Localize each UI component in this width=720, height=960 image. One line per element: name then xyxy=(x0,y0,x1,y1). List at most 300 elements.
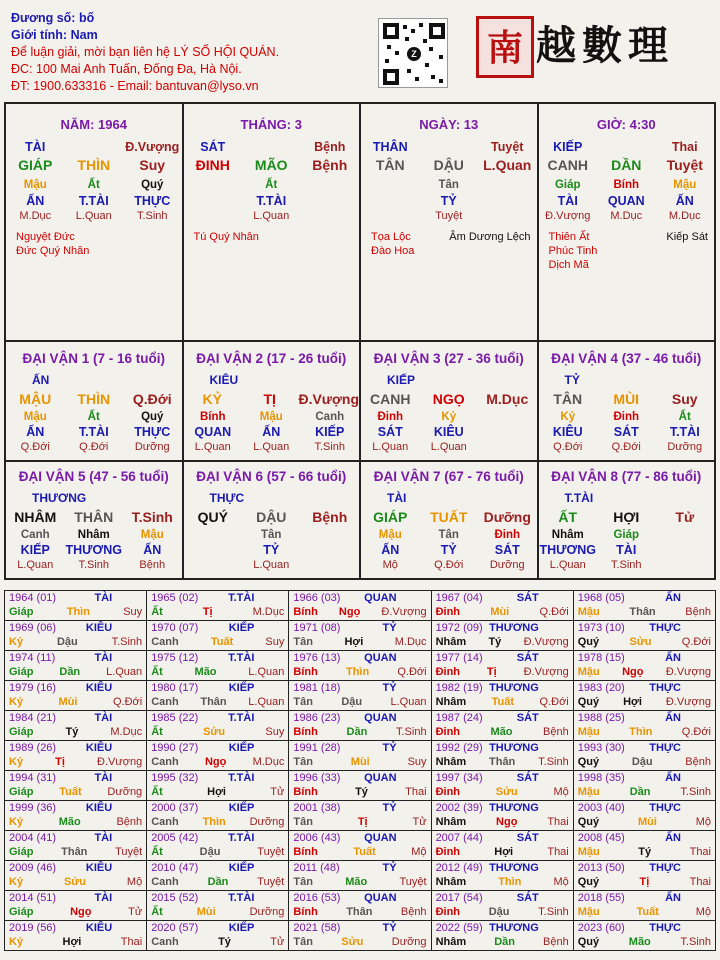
year-line-2 xyxy=(578,785,711,799)
year-branch: Tị xyxy=(639,876,650,888)
pillar-0 xyxy=(5,103,183,341)
year-line-2 xyxy=(151,785,284,799)
year-stem: Canh xyxy=(151,636,179,648)
year-cell xyxy=(5,621,147,651)
dai-van-hidden-gods-row-2 xyxy=(478,425,537,440)
year-state: Đ.Vượng xyxy=(523,636,569,648)
year-cell xyxy=(573,741,715,771)
year-line-2 xyxy=(151,755,284,769)
pillar-hidden-states-row-2: M.Dục xyxy=(668,210,701,222)
dai-van-stem-branch-row xyxy=(361,390,537,408)
year-cell xyxy=(573,921,715,951)
year-row xyxy=(5,831,716,861)
dai-van-hidden-states-row-2: Bệnh xyxy=(139,559,166,571)
year-stem: Ất xyxy=(151,726,163,738)
dai-van-hidden-row-1: Giáp xyxy=(613,529,640,541)
year-stem: Đinh xyxy=(435,606,461,618)
year-stem: Bính xyxy=(293,726,318,738)
pillar-god-row-0: KIẾP xyxy=(553,140,583,154)
year-state: L.Quan xyxy=(106,666,143,678)
year-stem: Giáp xyxy=(9,906,34,918)
dai-van-hidden-states-row-1: Q.Đới xyxy=(434,559,464,571)
pillar-stem-branch-row-2: Tuyệt xyxy=(666,157,703,173)
year-cell xyxy=(5,771,147,801)
year-state: Thai xyxy=(120,936,143,948)
pillar-hidden-states-row-2 xyxy=(478,208,537,224)
year-line-2 xyxy=(436,815,569,829)
dai-van-hidden-gods-row-1: TỶ xyxy=(263,543,280,557)
pillar-stem-branch-row-0: ĐINH xyxy=(195,157,230,173)
year-label: 1977 (14) xyxy=(435,652,483,664)
year-branch: Mùi xyxy=(196,906,216,918)
pillar-hidden-states-row-2: T.Sinh xyxy=(136,210,168,222)
year-branch: Sửu xyxy=(203,726,226,738)
year-state: T.Sinh xyxy=(680,936,711,948)
year-branch: Tý xyxy=(488,636,502,648)
year-cell xyxy=(147,681,289,711)
year-stem: Canh xyxy=(151,816,179,828)
year-god: KIÊU xyxy=(85,622,113,634)
dai-van-hidden-gods-row-0: ẤN xyxy=(26,425,45,439)
year-cell xyxy=(289,831,431,861)
year-line-1 xyxy=(578,711,711,725)
year-stem: Nhâm xyxy=(435,636,467,648)
year-line-1 xyxy=(436,711,569,725)
dai-van-god: THƯƠNG xyxy=(32,491,87,505)
dai-van-stem-branch-row-1: TUẤT xyxy=(430,509,468,525)
dai-van-hidden-row xyxy=(361,528,537,543)
pillar-1 xyxy=(183,103,361,341)
year-cell xyxy=(5,591,147,621)
year-label: 1988 (25) xyxy=(577,712,625,724)
year-stem: Đinh xyxy=(435,906,461,918)
year-god: TỶ xyxy=(382,682,397,694)
year-god: SÁT xyxy=(516,592,539,604)
year-god: THƯƠNG xyxy=(489,622,539,634)
year-stem: Tân xyxy=(293,696,313,708)
year-cell xyxy=(431,771,573,801)
dai-van-hidden-row xyxy=(184,528,360,543)
year-stem: Đinh xyxy=(435,666,461,678)
dai-van-hidden-states-row xyxy=(6,558,182,573)
year-cell xyxy=(289,591,431,621)
pillar-stars-left xyxy=(549,230,598,272)
year-branch: Ngọ xyxy=(496,816,518,828)
year-branch: Ngọ xyxy=(338,606,361,618)
pillar-hidden-states-row-0: M.Dục xyxy=(19,210,52,222)
dai-van-hidden-gods-row-2: SÁT xyxy=(494,543,520,557)
year-row xyxy=(5,711,716,741)
year-god: KIÊU xyxy=(85,682,113,694)
star-item: Âm Dương Lệch xyxy=(449,231,531,243)
year-line-1 xyxy=(436,831,569,845)
dai-van-hidden-gods-row-2: T.TÀI xyxy=(669,425,700,439)
year-line-1 xyxy=(578,861,711,875)
year-label: 2009 (46) xyxy=(9,862,57,874)
year-label: 2013 (50) xyxy=(577,862,625,874)
year-branch: Thân xyxy=(61,846,88,858)
year-line-2 xyxy=(293,875,426,889)
year-line-2 xyxy=(578,695,711,709)
dai-van-stem-branch-row-1: TỊ xyxy=(263,391,276,407)
year-god: QUAN xyxy=(364,892,397,904)
year-line-1 xyxy=(436,801,569,815)
year-state: Tuyệt xyxy=(257,876,285,888)
year-line-2 xyxy=(151,635,284,649)
dai-van-hidden-row-0: Đinh xyxy=(377,411,404,423)
year-state: L.Quan xyxy=(248,696,285,708)
year-branch: Mão xyxy=(58,816,81,828)
year-stem: Đinh xyxy=(435,726,461,738)
year-row xyxy=(5,921,716,951)
year-line-1 xyxy=(293,831,426,845)
year-line-1 xyxy=(151,861,284,875)
year-line-2 xyxy=(578,815,711,829)
pillar-hidden-gods-row-1: T.TÀI xyxy=(78,194,109,208)
dai-van-stem-branch-row-1: DẬU xyxy=(256,509,287,525)
gender-label: Giới tính: xyxy=(11,28,68,42)
year-state: Mộ xyxy=(695,906,711,918)
year-cell xyxy=(147,651,289,681)
year-branch: Tý xyxy=(65,726,79,738)
year-state: Dưỡng xyxy=(107,786,143,798)
year-cell xyxy=(431,711,573,741)
year-state: Suy xyxy=(407,756,427,768)
year-state: Tử xyxy=(270,936,285,948)
dai-van-god: KIÊU xyxy=(209,373,239,387)
year-line-2 xyxy=(578,725,711,739)
pillar-stem-branch-row-0: CANH xyxy=(547,157,588,173)
owner-value: bố xyxy=(78,11,95,25)
year-cell xyxy=(431,681,573,711)
year-state: M.Dục xyxy=(394,636,427,648)
year-branch: Tuất xyxy=(353,846,376,858)
pillar-hidden-row-1: Tân xyxy=(438,179,459,191)
year-row xyxy=(5,621,716,651)
year-label: 1969 (06) xyxy=(9,622,57,634)
year-cell xyxy=(573,831,715,861)
year-line-2 xyxy=(151,905,284,919)
year-cell xyxy=(431,651,573,681)
year-state: Dưỡng xyxy=(249,906,285,918)
dai-van-hidden-states-row-2 xyxy=(478,440,537,455)
year-line-1 xyxy=(9,651,142,665)
year-god: KIẾP xyxy=(228,622,255,634)
year-line-2 xyxy=(151,935,284,949)
dai-van-hidden-states-row-2: Dưỡng xyxy=(667,441,703,453)
year-stem: Tân xyxy=(293,816,313,828)
pillar-stars-left xyxy=(371,230,414,258)
dai-van-6 xyxy=(183,461,361,579)
dai-van-hidden-states-row-1: L.Quan xyxy=(253,441,290,453)
year-cell xyxy=(5,711,147,741)
pillar-hidden-row-1: Ất xyxy=(265,179,278,191)
year-branch: Sửu xyxy=(495,786,518,798)
year-god: KIÊU xyxy=(85,802,113,814)
year-label: 2019 (56) xyxy=(9,922,57,934)
year-label: 1999 (36) xyxy=(9,802,57,814)
year-branch: Thân xyxy=(346,906,373,918)
year-state: Bệnh xyxy=(685,606,711,618)
dai-van-hidden-row xyxy=(539,410,715,425)
year-cell xyxy=(573,801,715,831)
year-row xyxy=(5,741,716,771)
year-line-2 xyxy=(9,635,142,649)
year-stem: Tân xyxy=(293,756,313,768)
star-item: Đức Quý Nhân xyxy=(16,245,90,257)
dai-van-hidden-row xyxy=(6,410,182,425)
year-stem: Kỷ xyxy=(9,816,24,828)
pillar-god-row-1 xyxy=(65,138,124,156)
year-god: QUAN xyxy=(364,652,397,664)
dai-van-hidden-row-1: Tân xyxy=(261,529,282,541)
pillar-3 xyxy=(538,103,716,341)
year-stem: Giáp xyxy=(9,726,34,738)
year-branch: Mão xyxy=(345,876,368,888)
pillar-stem-branch-row xyxy=(539,156,715,174)
year-god: THỰC xyxy=(649,622,681,634)
year-line-1 xyxy=(436,621,569,635)
qr-code[interactable] xyxy=(378,18,448,88)
year-line-1 xyxy=(9,831,142,845)
pillar-hidden-row xyxy=(184,176,360,194)
year-cell xyxy=(573,651,715,681)
dai-van-hidden-states-row-2 xyxy=(656,558,715,573)
dai-van-header: ĐẠI VẬN 2 (17 - 26 tuổi) xyxy=(196,351,347,366)
year-cell xyxy=(5,651,147,681)
year-branch: Hợi xyxy=(344,636,364,648)
dai-van-hidden-states-row-2 xyxy=(301,558,360,573)
dai-van-hidden-gods-row-2: ẤN xyxy=(143,543,162,557)
year-line-1 xyxy=(293,921,426,935)
dai-van-hidden-states-row xyxy=(539,558,715,573)
year-stem: Nhâm xyxy=(435,756,467,768)
year-god: KIÊU xyxy=(85,862,113,874)
year-cell xyxy=(147,891,289,921)
dai-van-hidden-gods-row-0: SÁT xyxy=(377,425,403,439)
pillar-hidden-row-0: Mậu xyxy=(23,179,47,191)
year-god: THỰC xyxy=(649,742,681,754)
year-cell xyxy=(289,651,431,681)
year-label: 1996 (33) xyxy=(293,772,341,784)
year-state: M.Dục xyxy=(110,726,143,738)
year-cell xyxy=(147,831,289,861)
year-label: 1994 (31) xyxy=(9,772,57,784)
pillar-god-row-2: Đ.Vượng xyxy=(125,140,180,154)
year-line-2 xyxy=(293,725,426,739)
year-stem: Quý xyxy=(577,876,600,888)
dai-van-hidden-states-row-2: Dưỡng xyxy=(134,441,170,453)
pillar-hidden-row xyxy=(539,176,715,194)
year-label: 2018 (55) xyxy=(577,892,625,904)
year-label: 1995 (32) xyxy=(151,772,199,784)
year-branch: Dậu xyxy=(199,846,221,858)
pillar-hidden-states-row-1: Tuyệt xyxy=(435,210,463,222)
dai-van-hidden-gods-row-0: THƯƠNG xyxy=(539,543,596,557)
pillar-hidden-row-0: Giáp xyxy=(554,179,581,191)
year-god: THƯƠNG xyxy=(489,742,539,754)
year-line-1 xyxy=(293,801,426,815)
year-stem: Quý xyxy=(577,816,600,828)
dai-van-hidden-row xyxy=(184,410,360,425)
year-cell xyxy=(289,621,431,651)
year-line-1 xyxy=(578,591,711,605)
year-line-1 xyxy=(293,861,426,875)
pillar-header: GIỜ: 4:30 xyxy=(596,117,656,132)
year-cell xyxy=(147,861,289,891)
dai-van-header: ĐẠI VẬN 1 (7 - 16 tuổi) xyxy=(22,351,165,366)
pillar-hidden-states-row-0: Đ.Vượng xyxy=(545,210,591,222)
year-cell xyxy=(289,711,431,741)
dai-van-hidden-states-row-1: T.Sinh xyxy=(78,559,110,571)
year-stem: Bính xyxy=(293,906,318,918)
dai-van-stem-branch-row-1: THÌN xyxy=(77,391,111,407)
dai-van-hidden-gods-row xyxy=(361,425,537,440)
year-label: 2000 (37) xyxy=(151,802,199,814)
year-branch: Mão xyxy=(194,666,217,678)
year-god: TÀI xyxy=(94,712,113,724)
year-branch: Thân xyxy=(200,696,227,708)
year-state: Đ.Vượng xyxy=(381,606,427,618)
year-branch: Sửu xyxy=(341,936,364,948)
year-branch: Sửu xyxy=(629,636,652,648)
pillar-hidden-states-row xyxy=(361,208,537,224)
year-state: Đ.Vượng xyxy=(523,666,569,678)
year-label: 1984 (21) xyxy=(9,712,57,724)
year-god: KIẾP xyxy=(228,682,255,694)
year-cell xyxy=(5,681,147,711)
year-branch: Dần xyxy=(629,786,651,798)
year-cell xyxy=(147,621,289,651)
star-item: Thiên Ất xyxy=(548,231,590,243)
year-line-2 xyxy=(436,695,569,709)
year-god: KIẾP xyxy=(228,742,255,754)
year-row xyxy=(5,891,716,921)
year-label: 2017 (54) xyxy=(435,892,483,904)
year-branch: Ngọ xyxy=(204,756,227,768)
phone-email-line: ĐT: 1900.633316 - Email: bantuvan@lyso.vn xyxy=(11,79,259,93)
pillar-hidden-row-2 xyxy=(478,176,537,194)
dai-van-hidden-states-row xyxy=(6,440,182,455)
year-god: TÀI xyxy=(94,772,113,784)
pillar-hidden-gods-row-2 xyxy=(478,194,537,208)
year-state: Tử xyxy=(128,906,143,918)
year-branch: Mão xyxy=(490,726,513,738)
year-cell xyxy=(431,591,573,621)
year-label: 2007 (44) xyxy=(435,832,483,844)
dai-van-hidden-gods-row xyxy=(184,425,360,440)
year-line-2 xyxy=(9,935,142,949)
brand-logo xyxy=(476,12,716,82)
year-label: 2023 (60) xyxy=(577,922,625,934)
year-label: 1965 (02) xyxy=(151,592,199,604)
year-state: Suy xyxy=(123,606,143,618)
seal-stamp: 南 xyxy=(476,16,534,78)
dai-van-hidden-states-row-1: Q.Đới xyxy=(79,441,109,453)
star-item: Dịch Mã xyxy=(548,259,589,271)
year-line-1 xyxy=(578,921,711,935)
year-line-1 xyxy=(151,711,284,725)
year-line-2 xyxy=(293,605,426,619)
dai-van-stem-branch-row-0: ẤT xyxy=(558,509,578,525)
dai-van-stem-branch-row-1: HỢI xyxy=(613,509,640,525)
year-line-1 xyxy=(293,891,426,905)
dai-van-header: ĐẠI VẬN 8 (77 - 86 tuổi) xyxy=(551,469,702,484)
pillar-hidden-states-row xyxy=(184,208,360,224)
dai-van-hidden-gods-row-1: T.TÀI xyxy=(78,425,109,439)
year-stem: Canh xyxy=(151,936,179,948)
year-stem: Giáp xyxy=(9,606,34,618)
pillar-god-row-1 xyxy=(597,138,656,156)
pillar-god-row xyxy=(361,138,537,156)
year-line-2 xyxy=(436,905,569,919)
year-branch: Tý xyxy=(218,936,231,948)
year-cell xyxy=(573,771,715,801)
dai-van-hidden-gods-row-2: THỰC xyxy=(134,425,171,439)
year-cell xyxy=(289,891,431,921)
year-branch: Thìn xyxy=(498,876,522,888)
dai-van-hidden-states-row xyxy=(539,440,715,455)
year-state: Thai xyxy=(689,846,711,858)
star-item: Đào Hoa xyxy=(371,245,415,257)
year-line-1 xyxy=(293,771,426,785)
year-label: 2015 (52) xyxy=(151,892,199,904)
year-stem: Quý xyxy=(577,756,600,768)
year-state: Tuyệt xyxy=(115,846,143,858)
year-row xyxy=(5,861,716,891)
pillar-hidden-gods-row-2 xyxy=(301,194,360,208)
dai-van-stem-branch-row xyxy=(539,390,715,408)
year-god: TÀI xyxy=(94,652,113,664)
year-cell xyxy=(431,861,573,891)
dai-van-hidden-row-0: Nhâm xyxy=(551,529,584,541)
star-item: Phúc Tinh xyxy=(548,245,598,257)
pillar-header: THÁNG: 3 xyxy=(240,117,302,132)
dai-van-stem-branch-row-0: TÂN xyxy=(553,391,583,407)
year-state: Dưỡng xyxy=(391,936,427,948)
pillar-hidden-gods-row-0 xyxy=(361,194,420,208)
pillar-hidden-states-row xyxy=(539,208,715,224)
pillar-hidden-gods-row-1: QUAN xyxy=(607,194,645,208)
pillar-stem-branch-row-1: MÃO xyxy=(254,157,288,173)
year-stem: Ất xyxy=(151,906,163,918)
year-state: Q.Đới xyxy=(397,666,427,678)
year-line-2 xyxy=(151,665,284,679)
year-line-1 xyxy=(436,741,569,755)
year-stem: Kỷ xyxy=(9,936,24,948)
year-label: 2014 (51) xyxy=(9,892,57,904)
pillar-hidden-gods-row-1: T.TÀI xyxy=(256,194,287,208)
pillar-hidden-row-2: Quý xyxy=(141,179,164,191)
year-line-1 xyxy=(578,891,711,905)
dai-van-header: ĐẠI VẬN 3 (27 - 36 tuổi) xyxy=(373,351,524,366)
year-god: TÀI xyxy=(94,892,113,904)
year-line-1 xyxy=(9,921,142,935)
dai-van-stem-branch-row-1: NGỌ xyxy=(432,391,465,407)
year-branch: Dần xyxy=(207,876,229,888)
year-cell xyxy=(431,921,573,951)
year-label: 1972 (09) xyxy=(435,622,483,634)
pillar-hidden-row-1: Bính xyxy=(613,179,640,191)
year-branch: Dậu xyxy=(631,756,653,768)
year-line-2 xyxy=(436,935,569,949)
year-line-2 xyxy=(436,605,569,619)
year-god: TỶ xyxy=(382,922,397,934)
dai-van-hidden-states-row xyxy=(184,558,360,573)
year-cell xyxy=(5,801,147,831)
year-label: 1987 (24) xyxy=(435,712,483,724)
dai-van-stem-branch-row-2: Đ.Vượng xyxy=(298,391,360,407)
